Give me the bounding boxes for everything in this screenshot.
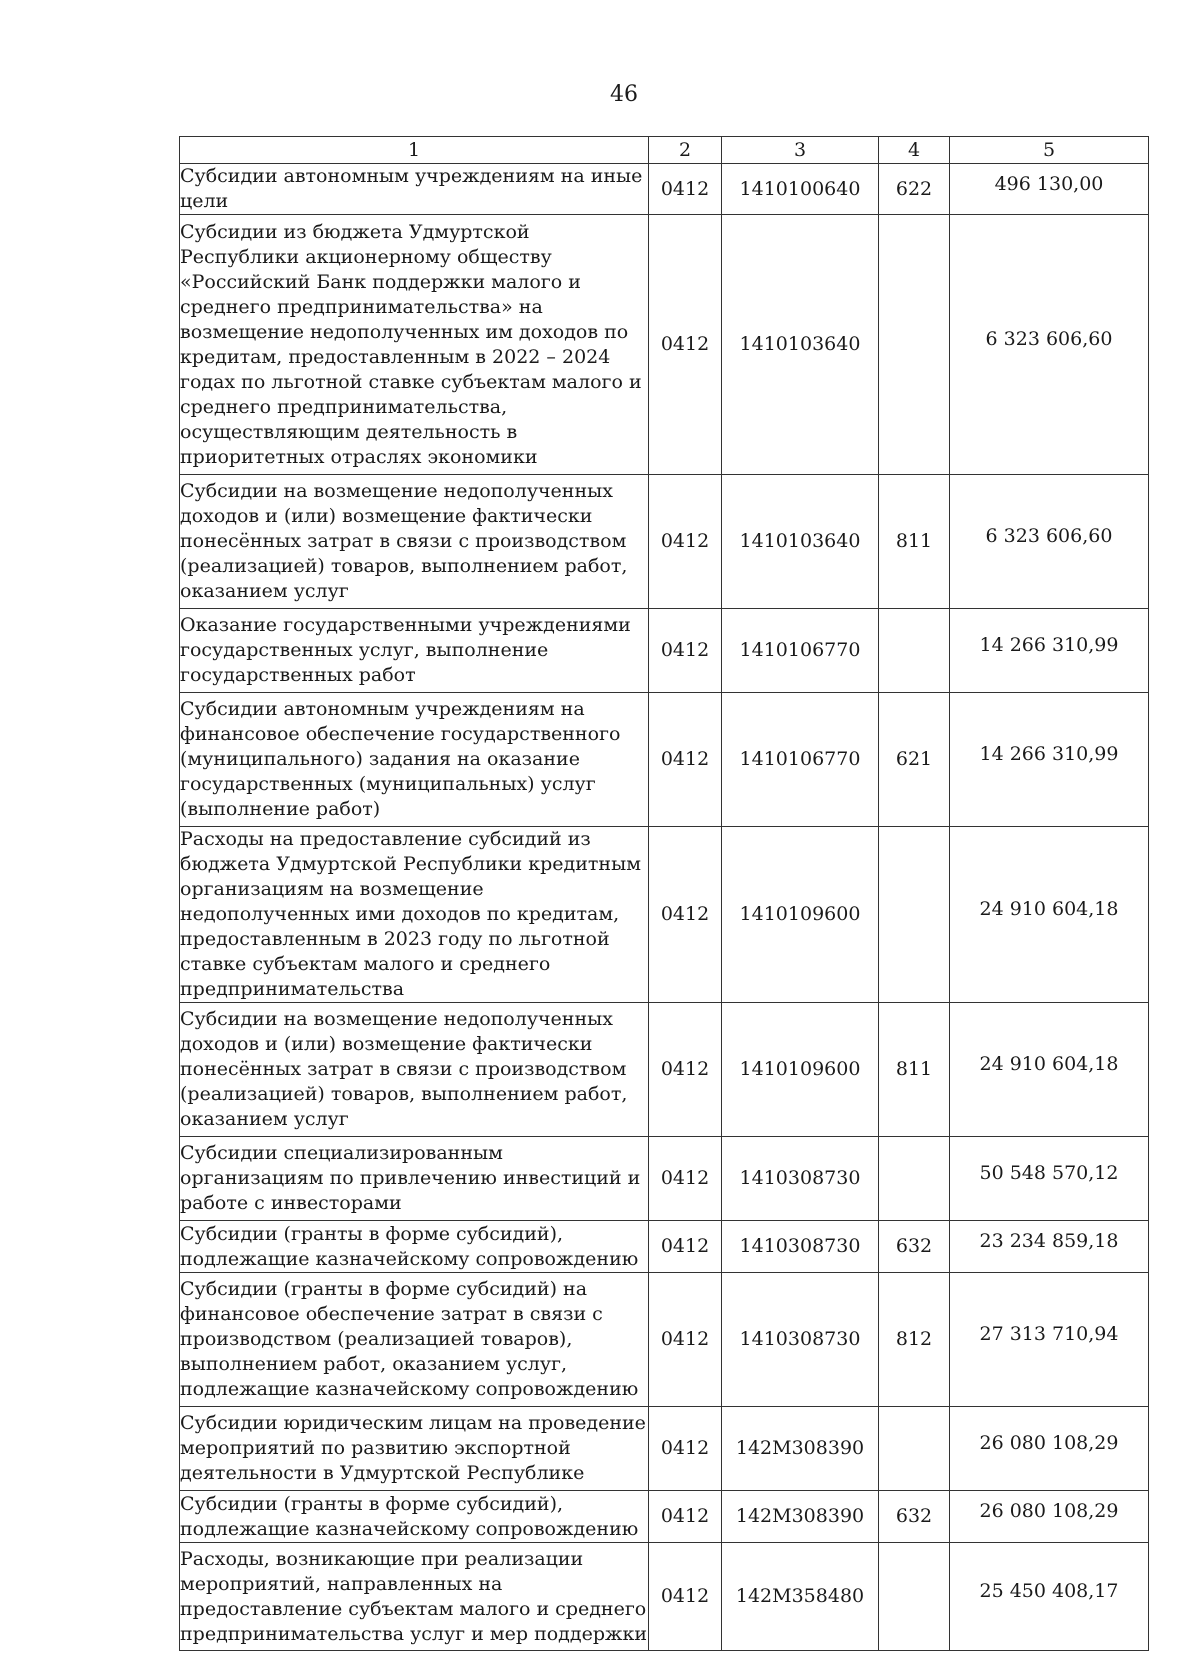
row-target-code: 1410109600 [722, 1003, 879, 1137]
table-row [180, 1137, 1149, 1221]
row-description: Оказание государственными учреждениями государственных услуг, выполнение государственных работ [180, 609, 649, 693]
row-expense-type [879, 609, 950, 693]
table-row [180, 1407, 1149, 1491]
row-expense-type [879, 215, 950, 475]
row-amount: 23 234 859,18 [979, 1230, 1119, 1252]
row-amount: 26 080 108,29 [979, 1500, 1119, 1522]
row-amount: 496 130,00 [994, 172, 1104, 195]
row-section: 0412 [649, 1221, 722, 1273]
table-row [180, 609, 1149, 693]
row-target-code: 1410308730 [722, 1137, 879, 1221]
row-description: Расходы, возникающие при реализации мероприятий, направленных на предоставление субъектам малого и среднего предпринимательства услуг и мер поддержки [180, 1543, 649, 1651]
row-section: 0412 [649, 827, 722, 1003]
row-amount: 6 323 606,60 [985, 328, 1113, 350]
row-expense-type [879, 1543, 950, 1651]
row-target-code: 142M308390 [722, 1491, 879, 1543]
row-expense-type: 632 [879, 1221, 950, 1273]
row-description: Субсидии (гранты в форме субсидий) на финансовое обеспечение затрат в связи с производством (реализацией товаров), выполнением работ, оказанием услуг, подлежащие казначейскому сопровождению [180, 1273, 649, 1407]
row-amount: 27 313 710,94 [979, 1323, 1119, 1345]
row-target-code: 1410308730 [722, 1273, 879, 1407]
row-description: Субсидии автономным учреждениям на иные цели [180, 164, 649, 215]
row-section: 0412 [649, 1137, 722, 1221]
table-row [180, 693, 1149, 827]
row-target-code: 142M358480 [722, 1543, 879, 1651]
row-description: Субсидии автономным учреждениям на финансовое обеспечение государственного (муниципального) задания на оказание государственных (муниципальных) услуг (выполнение работ) [180, 693, 649, 827]
row-section: 0412 [649, 609, 722, 693]
table-row [180, 164, 1149, 215]
row-expense-type: 812 [879, 1273, 950, 1407]
row-amount: 24 910 604,18 [979, 1053, 1119, 1075]
row-expense-type: 621 [879, 693, 950, 827]
row-amount: 14 266 310,99 [979, 634, 1119, 656]
row-expense-type: 622 [879, 164, 950, 215]
row-expense-type: 811 [879, 475, 950, 609]
table-row [180, 215, 1149, 475]
row-description: Субсидии на возмещение недополученных доходов и (или) возмещение фактически понесённых затрат в связи с производством (реализацией) товаров, выполнением работ, оказанием услуг [180, 1003, 649, 1137]
row-amount: 26 080 108,29 [979, 1432, 1119, 1454]
row-expense-type [879, 1407, 950, 1491]
row-target-code: 1410106770 [722, 693, 879, 827]
table-row [180, 1273, 1149, 1407]
header-col-5: 5 [950, 137, 1149, 164]
row-amount: 25 450 408,17 [979, 1580, 1119, 1602]
row-section: 0412 [649, 1003, 722, 1137]
page-number: 46 [610, 82, 638, 107]
budget-table [179, 136, 1149, 1651]
row-section: 0412 [649, 475, 722, 609]
row-target-code: 1410109600 [722, 827, 879, 1003]
row-description: Субсидии из бюджета Удмуртской Республики акционерному обществу «Российский Банк поддержки малого и среднего предпринимательства» на возмещение недополученных им доходов по кредитам, предоставленным в 2022 – 2024 годах по льготной ставке субъектам малого и среднего предпринимательства, осуществляющим деятельность в приоритетных отраслях экономики [180, 215, 649, 475]
row-amount: 24 910 604,18 [979, 898, 1119, 920]
table-header-row [180, 137, 1149, 164]
row-section: 0412 [649, 215, 722, 475]
row-section: 0412 [649, 1407, 722, 1491]
header-col-2: 2 [649, 137, 722, 164]
row-target-code: 1410103640 [722, 215, 879, 475]
row-description: Субсидии специализированным организациям по привлечению инвестиций и работе с инвесторами [180, 1137, 649, 1221]
row-section: 0412 [649, 693, 722, 827]
header-col-3: 3 [722, 137, 879, 164]
row-description: Субсидии юридическим лицам на проведение мероприятий по развитию экспортной деятельности в Удмуртской Республике [180, 1407, 649, 1491]
row-section: 0412 [649, 1543, 722, 1651]
table-row [180, 475, 1149, 609]
row-expense-type: 811 [879, 1003, 950, 1137]
row-target-code: 1410103640 [722, 475, 879, 609]
row-description: Субсидии (гранты в форме субсидий), подлежащие казначейскому сопровождению [180, 1491, 649, 1543]
row-expense-type [879, 827, 950, 1003]
row-expense-type: 632 [879, 1491, 950, 1543]
row-amount: 6 323 606,60 [985, 525, 1113, 547]
header-col-1: 1 [180, 137, 649, 164]
row-amount: 50 548 570,12 [979, 1162, 1119, 1184]
row-target-code: 1410100640 [722, 164, 879, 215]
row-target-code: 142M308390 [722, 1407, 879, 1491]
row-section: 0412 [649, 1273, 722, 1407]
table-row [180, 1003, 1149, 1137]
row-expense-type [879, 1137, 950, 1221]
header-col-4: 4 [879, 137, 950, 164]
table-row [180, 1221, 1149, 1273]
table-row [180, 1543, 1149, 1651]
row-section: 0412 [649, 1491, 722, 1543]
table-row [180, 1491, 1149, 1543]
table-row [180, 827, 1149, 1003]
row-target-code: 1410106770 [722, 609, 879, 693]
row-description: Субсидии на возмещение недополученных доходов и (или) возмещение фактически понесённых затрат в связи с производством (реализацией) товаров, выполнением работ, оказанием услуг [180, 475, 649, 609]
row-amount: 14 266 310,99 [979, 743, 1119, 765]
row-section: 0412 [649, 164, 722, 215]
row-description: Расходы на предоставление субсидий из бюджета Удмуртской Республики кредитным организациям на возмещение недополученных ими доходов по кредитам, предоставленным в 2023 году по льготной ставке субъектам малого и среднего предпринимательства [180, 827, 649, 1003]
row-description: Субсидии (гранты в форме субсидий), подлежащие казначейскому сопровождению [180, 1221, 649, 1273]
row-target-code: 1410308730 [722, 1221, 879, 1273]
